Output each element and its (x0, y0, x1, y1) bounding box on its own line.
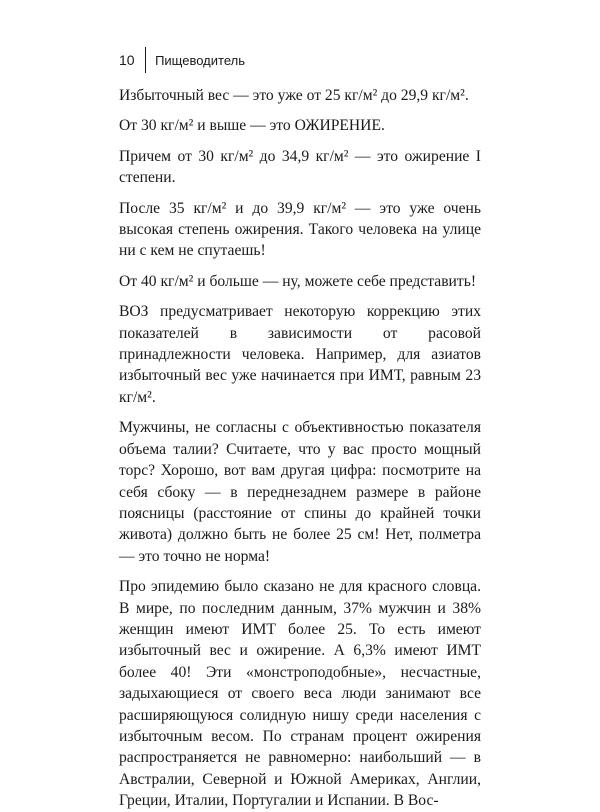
header-divider (145, 47, 147, 73)
paragraph: После 35 кг/м² и до 39,9 кг/м² — это уже очень высокая степень ожирения. Такого человека на улице ни с кем не спутаешь! (119, 199, 481, 260)
paragraph: Избыточный вес — это уже от 25 кг/м² до 29,9 кг/м². (119, 87, 469, 104)
paragraph: От 30 кг/м² и выше — это ОЖИРЕНИЕ. (119, 117, 385, 135)
body-text (119, 85, 481, 812)
paragraph: ВОЗ предусматривает некоторую коррекцию этих показателей в зависимости от расовой принадлежности человека. Например, для азиатов избыточный вес уже начинается при ИМТ, равным 23 кг/м². (119, 303, 481, 406)
paragraph: Мужчины, не согласны с объективностью показателя объема талии? Считаете, что у вас просто мощный торс? Хорошо, вот вам другая цифра: посмотрите на себя сбоку — в переднезаднем размере в районе поясницы (расстояние от спины до крайней точки живота) должно быть не более 25 см! Нет, полметра — это точно не норма! (119, 419, 481, 565)
page-number: 10 (119, 52, 135, 68)
running-title: Пищеводитель (155, 52, 245, 68)
paragraph: От 40 кг/м² и больше — ну, можете себе представить! (119, 272, 477, 290)
paragraph: Причем от 30 кг/м² до 34,9 кг/м² — это ожирение I степени. (119, 147, 481, 187)
paragraph: Про эпидемию было сказано не для красного словца. В мире, по последним данным, 37% мужчин и 38% женщин имеют ИМТ более 25. То есть имеют избыточный вес и ожирение. А 6,3% имеют ИМТ более 40! Эти «монстроподобные», несчастные, задыхающиеся от своего веса люди занимают все расширяющуюся солидную нишу среди населения с избыточным весом. По странам процент ожирения распространяется не равномерно: наибольший — в Австралии, Северной и Южной Америках, Англии, Греции, Италии, Португалии и Испании. В Вос- (119, 578, 481, 810)
running-header (119, 47, 245, 73)
